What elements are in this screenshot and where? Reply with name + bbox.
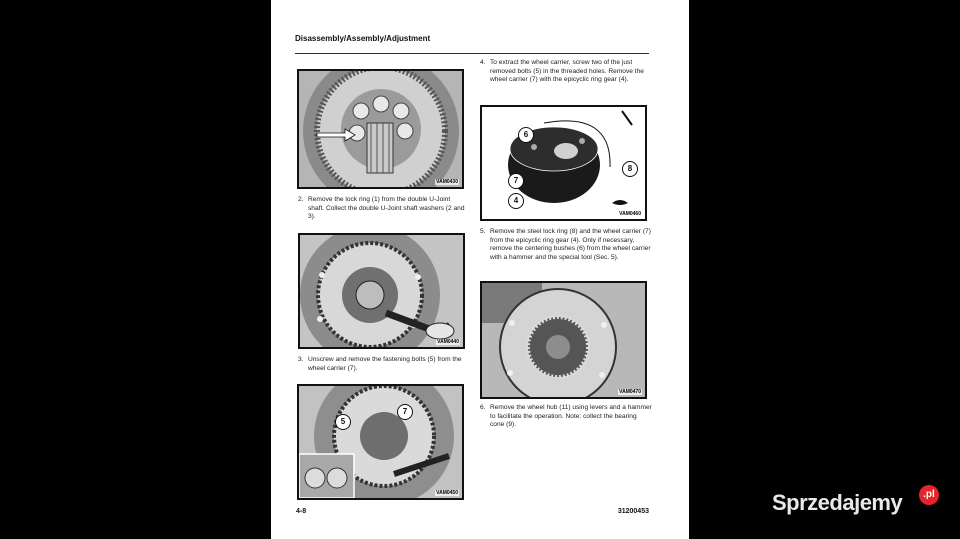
bolt-removal-photo [299, 386, 462, 498]
step-6: 6. Remove the wheel hub (11) using levers and a hammer to facilitate the operation. Note: collect the bearing cone (9). [480, 404, 652, 429]
figure-vam0470 [480, 281, 647, 399]
step-4: 4. To extract the wheel carrier, screw two of the just removed bolts (5) in the threaded holes. Remove the wheel carrier (7) with the epicyclic ring gear (4). [480, 59, 652, 85]
manual-page [271, 0, 689, 539]
step-text: Remove the wheel hub (11) using levers and a hammer to facilitate the operation. Note: collect the bearing cone (9). [490, 404, 652, 429]
figure-code: VAM0460 [619, 211, 641, 217]
gear-photo [299, 71, 462, 187]
wheel-carrier-drawing [482, 107, 645, 219]
step-text: Remove the lock ring (1) from the double U-Joint shaft. Collect the double U-Joint shaft washers (2 and 3). [308, 196, 465, 221]
callout-7: 7 [508, 173, 524, 189]
callout-8: 8 [622, 161, 638, 177]
figure-code: VAM0440 [437, 339, 459, 345]
page-header: Disassembly/Assembly/Adjustment [295, 34, 431, 43]
header-rule [295, 53, 649, 54]
step-5: 5. Remove the steel lock ring (8) and the wheel carrier (7) from the epicyclic ring gear (4). Only if necessary, remove the centering bushes (6) from the wheel carrier with a hammer and the special tool (Sec. 5). [480, 228, 651, 261]
callout-6: 6 [518, 127, 534, 143]
document-number: 31200453 [617, 508, 649, 515]
figure-vam0450 [297, 384, 464, 500]
step-text: Remove the steel lock ring (8) and the wheel carrier (7) from the epicyclic ring gear (4). Only if necessary, remove the centering bushes (6) from the wheel carrier with a hammer and the special tool (Sec. 5). [490, 228, 651, 261]
callout-7: 7 [397, 404, 413, 420]
watermark-badge: .pl [919, 485, 939, 505]
figure-vam0440 [298, 233, 465, 349]
callout-5: 5 [335, 414, 351, 430]
step-2: 2. Remove the lock ring (1) from the double U-Joint shaft. Collect the double U-Joint shaft washers (2 and 3). [298, 196, 468, 222]
figure-vam0460 [480, 105, 647, 221]
step-3: 3. Unscrew and remove the fastening bolts (5) from the wheel carrier (7). [298, 356, 468, 373]
page-number: 4-8 [296, 508, 307, 515]
figure-code: VAM0430 [436, 179, 458, 185]
figure-code: VAM0470 [619, 389, 641, 395]
step-text: To extract the wheel carrier, screw two of the just removed bolts (5) in the threaded holes. Remove the wheel carrier (7) with the epicyclic ring gear (4). [490, 59, 644, 84]
figure-code: VAM0450 [436, 490, 458, 496]
watermark-logo: Sprzedajemy [772, 490, 903, 515]
wheel-hub-photo [482, 283, 645, 397]
step-text: Unscrew and remove the fastening bolts (5) from the wheel carrier (7). [308, 356, 462, 372]
figure-vam0430 [297, 69, 464, 189]
hub-photo [300, 235, 463, 347]
callout-4: 4 [508, 193, 524, 209]
